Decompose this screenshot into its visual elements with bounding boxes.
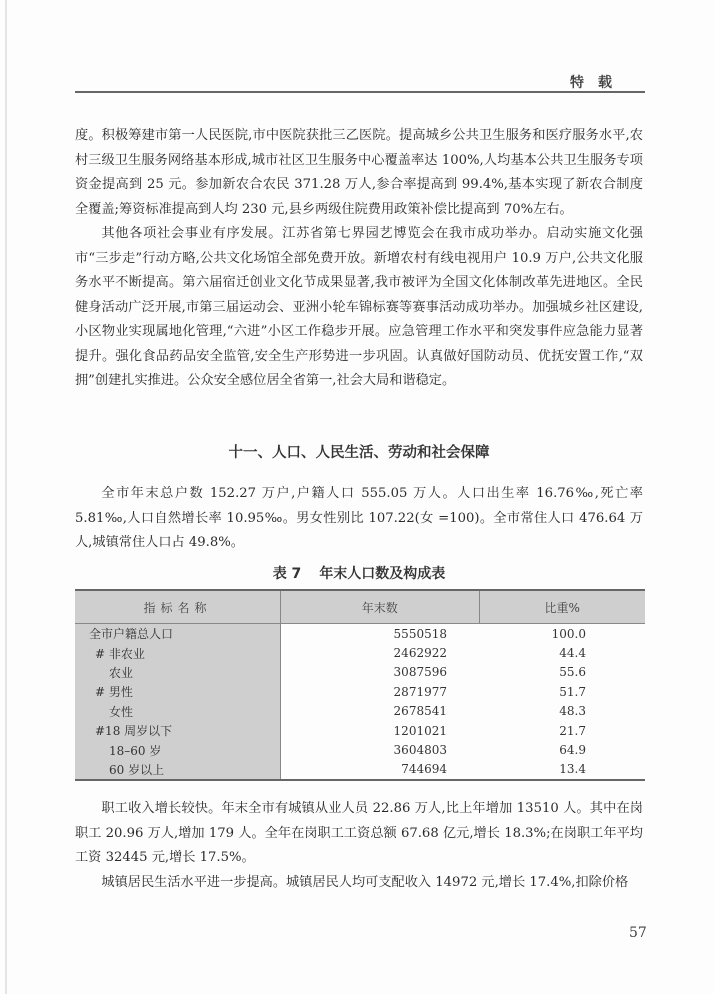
- table-row: [75, 702, 645, 721]
- paragraph-social: 其他各项社会事业有序发展。江苏省第七界园艺博览会在我市成功举办。启动实施文化强市“三步走”行动方略,公共文化场馆全部免费开放。新增农村有线电视用户 10.9 万户,公共文化服务水平不断提高。第六届宿迁创业文化节成果显著,我市被评为全国文化体制改革先进地区。全民健身活动广泛开展,市第三届运动会、亚洲小轮车锦标赛等赛事活动成功举办。加强城乡社区建设,小区物业实现属地化管理,“六进”小区工作稳步开展。应急管理工作水平和突发事件应急能力显著提升。强化食品药品安全监管,安全生产形势进一步巩固。认真做好国防动员、优抚安置工作,“双拥”创建扎实推进。公众安全感位居全省第一,社会大局和谐稳定。: [75, 226, 643, 388]
- table-row: [75, 740, 645, 759]
- row-share: 48.3: [559, 704, 586, 719]
- table-title: 年末人口数及构成表: [319, 566, 446, 582]
- row-count: 5550518: [393, 626, 447, 641]
- running-head: 特载: [570, 75, 626, 91]
- row-name: 农业: [109, 665, 134, 680]
- body-text-top: [75, 124, 643, 394]
- table-row: [75, 760, 645, 780]
- row-count: 3604803: [393, 743, 447, 758]
- page-edge: [5, 0, 7, 994]
- row-share: 51.7: [559, 684, 586, 699]
- row-name: 女性: [109, 704, 134, 719]
- row-count: 744694: [401, 762, 447, 777]
- paragraph-health: 度。积极筹建市第一人民医院,市中医院获批三乙医院。提高城乡公共卫生服务和医疗服务水平,农村三级卫生服务网络基本形成,城市社区卫生服务中心覆盖率达 100%,人均基本公共卫生服务专项资金提高到 25 元。参加新农合农民 371.28 万人,参合率提高到 99.4%,基本实现了新农合制度全覆盖;筹资标准提高到人均 230 元,县乡两级住院费用政策补偿比提高到 70%左右。: [75, 128, 643, 217]
- row-name: # 非农业: [95, 646, 145, 661]
- page-number: 57: [629, 925, 647, 941]
- header-share: 比重%: [479, 590, 645, 624]
- row-name: # 男性: [95, 685, 133, 700]
- row-name: 60 岁以上: [109, 762, 165, 777]
- population-table: [75, 589, 645, 781]
- table-row: [75, 663, 645, 682]
- header-indicator: 指标名称: [75, 590, 281, 624]
- row-count: 3087596: [393, 665, 447, 680]
- paragraph-living: 城镇居民生活水平进一步提高。城镇居民人均可支配收入 14972 元,增长 17.4%,扣除价格: [101, 874, 629, 890]
- row-share: 44.4: [559, 646, 586, 661]
- table-row: [75, 624, 645, 644]
- row-name: 全市户籍总人口: [89, 627, 174, 642]
- row-count: 2871977: [393, 684, 447, 699]
- table-row: [75, 721, 645, 740]
- header-year-end: 年末数: [281, 590, 480, 624]
- paragraph-wages: 职工收入增长较快。年末全市有城镇从业人员 22.86 万人,比上年增加 13510 人。其中在岗职工 20.96 万人,增加 179 人。全年在岗职工工资总额 67.68 亿元,增长 18.3%;在岗职工年平均工资 32445 元,增长 17.5%。: [75, 801, 643, 865]
- table-caption: [75, 563, 643, 583]
- paragraph-population: 全市年末总户数 152.27 万户,户籍人口 555.05 万人。人口出生率 16.76‰,死亡率 5.81‰,人口自然增长率 10.95‰。男女性别比 107.22(女 =100)。全市常住人口 476.64 万人,城镇常住人口占 49.8%。: [75, 486, 643, 550]
- row-count: 1201021: [393, 723, 447, 738]
- table-row: [75, 643, 645, 662]
- row-share: 64.9: [559, 743, 586, 758]
- header-rule: [75, 91, 645, 93]
- table-number: 表 7: [272, 566, 302, 582]
- row-count: 2462922: [393, 646, 447, 661]
- row-share: 100.0: [551, 626, 586, 641]
- row-share: 55.6: [559, 665, 586, 680]
- body-text-bottom: [75, 797, 643, 895]
- table-header-row: [75, 590, 645, 624]
- row-share: 13.4: [559, 762, 586, 777]
- body-text-population: [75, 482, 643, 556]
- row-name: 18–60 岁: [109, 743, 162, 758]
- row-name: #18 周岁以下: [95, 724, 173, 739]
- row-share: 21.7: [559, 723, 586, 738]
- table-row: [75, 682, 645, 701]
- row-count: 2678541: [393, 704, 447, 719]
- section-title: 十一、人口、人民生活、劳动和社会保障: [228, 445, 490, 461]
